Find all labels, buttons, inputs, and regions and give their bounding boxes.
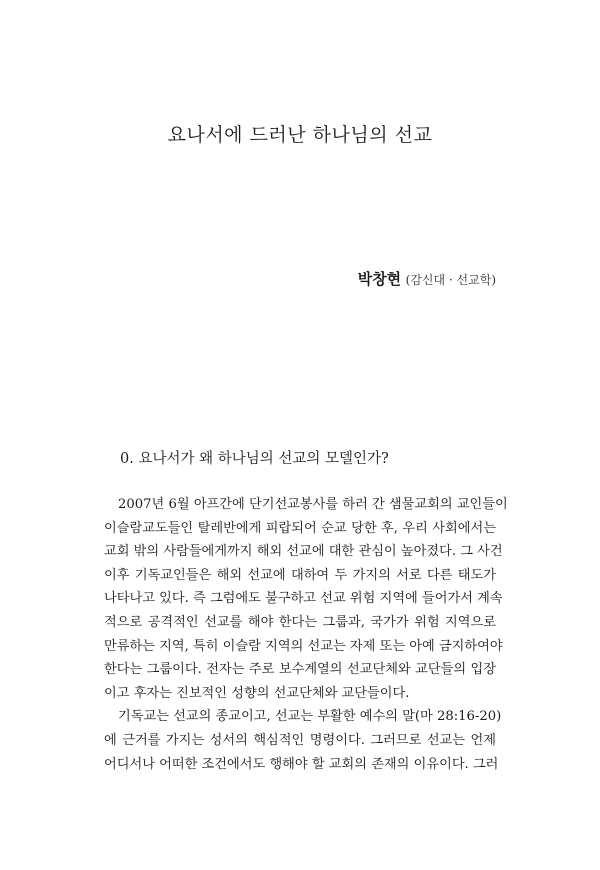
text-line: 이슬람교도들인 탈레반에게 피랍되어 순교 당한 후, 우리 사회에서는 <box>104 520 496 536</box>
text-line: 기독교는 선교의 종교이고, 선교는 부활한 예수의 말(마 28:16-20) <box>118 709 502 725</box>
text-line: 이고 후자는 진보적인 성향의 선교단체와 교단들이다. <box>104 685 410 701</box>
body-text <box>104 493 508 776</box>
author-affiliation: (감신대 · 선교학) <box>405 273 496 287</box>
author-name: 박창현 <box>357 270 402 288</box>
section-heading: 0. 요나서가 왜 하나님의 선교의 모델인가? <box>120 451 389 467</box>
paragraph-1 <box>104 493 508 705</box>
paragraph-2 <box>104 705 502 776</box>
text-line: 어디서나 어떠한 조건에서도 행해야 할 교회의 존재의 이유이다. 그러 <box>104 756 499 772</box>
text-line: 적으로 공격적인 선교를 해야 한다는 그룹과, 국가가 위험 지역으로 <box>104 614 496 630</box>
text-line: 2007년 6월 아프간에 단기선교봉사를 하러 간 샘물교회의 교인들이 <box>118 497 508 512</box>
text-line: 한다는 그룹이다. 전자는 주로 보수계열의 선교단체와 교단들의 입장 <box>104 662 496 678</box>
text-line: 이후 기독교인들은 해외 선교에 대하여 두 가지의 서로 다른 태도가 <box>104 567 496 583</box>
text-line: 에 근거를 가지는 성서의 핵심적인 명령이다. 그러므로 선교는 언제 <box>104 732 496 748</box>
text-line: 나타나고 있다. 즉 그럼에도 불구하고 선교 위험 지역에 들어가서 계속 <box>104 591 503 607</box>
text-line: 만류하는 지역, 특히 이슬람 지역의 선교는 자제 또는 아예 금지하여야 <box>104 638 503 654</box>
paper-title: 요나서에 드러난 하나님의 선교 <box>167 124 433 146</box>
text-line: 교회 밖의 사람들에게까지 해외 선교에 대한 관심이 높아졌다. 그 사건 <box>104 544 503 560</box>
author-line <box>358 268 496 289</box>
